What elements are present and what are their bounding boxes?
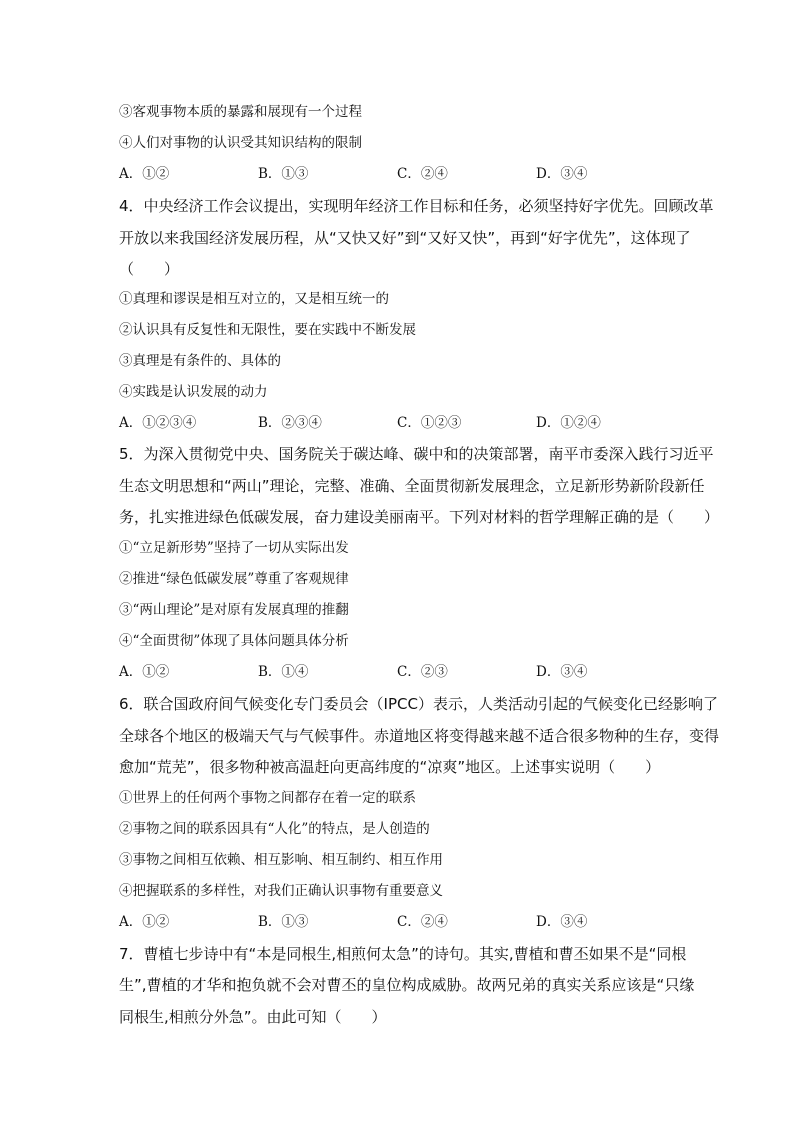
answer-option: A．①② — [119, 914, 170, 930]
question-text-line: 全球各个地区的极端天气与气候事件。赤道地区将变得越来越不适合很多物种的生存，变得 — [119, 727, 720, 745]
statement-item: ③客观事物本质的暴露和展现有一个过程 — [119, 104, 362, 120]
statement-item: ④人们对事物的认识受其知识结构的限制 — [119, 135, 362, 151]
statement-item: ③“两山理论”是对原有发展真理的推翻 — [119, 602, 349, 618]
answer-option: A．①② — [119, 664, 170, 680]
answer-options — [119, 164, 679, 184]
statement-item: ②事物之间的联系因具有“人化”的特点，是人创造的 — [119, 821, 430, 837]
statement-item: ④实践是认识发展的动力 — [119, 384, 268, 400]
statement-item: ①世界上的任何两个事物之间都存在着一定的联系 — [119, 790, 416, 806]
answer-option: B．②③④ — [258, 415, 322, 431]
answer-option: D．③④ — [536, 914, 588, 930]
answer-option: B．①④ — [258, 664, 309, 680]
question-text-line: 5．为深入贯彻党中央、国务院关于碳达峰、碳中和的决策部署，南平市委深入践行习近平 — [119, 445, 714, 463]
statement-item: ②推进“绿色低碳发展”尊重了客观规律 — [119, 571, 349, 587]
question-text-line: 生”,曹植的才华和抱负就不会对曹丕的皇位构成威胁。故两兄弟的真实关系应该是“只缘 — [119, 976, 695, 994]
answer-option: C．①②③ — [397, 415, 462, 431]
answer-option: C．②④ — [397, 914, 448, 930]
question-text-line: 生态文明思想和“两山”理论，完整、准确、全面贯彻新发展理念，立足新形势新阶段新任 — [119, 477, 705, 495]
question-text-line: 6．联合国政府间气候变化专门委员会（IPCC）表示，人类活动引起的气候变化已经影响了 — [119, 695, 718, 713]
answer-option: D．③④ — [536, 664, 588, 680]
answer-option: A．①②③④ — [119, 415, 197, 431]
question-text-line: 务，扎实推进绿色低碳发展，奋力建设美丽南平。下列对材料的哲学理解正确的是（ ） — [119, 508, 720, 526]
answer-option: A．①② — [119, 166, 170, 182]
question-text-line: 7．曹植七步诗中有“本是同根生,相煎何太急”的诗句。其实,曹植和曹丕如果不是“同根 — [119, 945, 687, 963]
answer-option: B．①③ — [258, 914, 309, 930]
answer-option: B．①③ — [258, 166, 309, 182]
statement-item: ①“立足新形势”坚持了一切从实际出发 — [119, 540, 349, 556]
statement-item: ③真理是有条件的、具体的 — [119, 353, 281, 369]
answer-options — [119, 662, 679, 682]
statement-item: ④把握联系的多样性，对我们正确认识事物有重要意义 — [119, 883, 443, 899]
statement-item: ③事物之间相互依赖、相互影响、相互制约、相互作用 — [119, 852, 443, 868]
answer-options — [119, 912, 679, 932]
question-text-line: 同根生,相煎分外急”。由此可知（ ） — [119, 1008, 387, 1026]
question-text-line: 愈加“荒芜”，很多物种被高温赶向更高纬度的“凉爽”地区。上述事实说明（ ） — [119, 758, 661, 776]
question-text-line: 4．中央经济工作会议提出，实现明年经济工作目标和任务，必须坚持好字优先。回顾改革 — [119, 197, 714, 215]
statement-item: ④“全面贯彻”体现了具体问题具体分析 — [119, 633, 349, 649]
answer-option: C．②③ — [397, 664, 448, 680]
answer-option: D．③④ — [536, 166, 588, 182]
statement-item: ②认识具有反复性和无限性，要在实践中不断发展 — [119, 322, 416, 338]
answer-options — [119, 413, 679, 433]
statement-item: ①真理和谬误是相互对立的，又是相互统一的 — [119, 291, 389, 307]
question-text-line: 开放以来我国经济发展历程，从“又快又好”到“又好又快”，再到“好字优先”，这体现了 — [119, 229, 691, 247]
answer-option: C．②④ — [397, 166, 448, 182]
question-text-line: （ ） — [119, 260, 180, 278]
answer-option: D．①②④ — [536, 415, 601, 431]
